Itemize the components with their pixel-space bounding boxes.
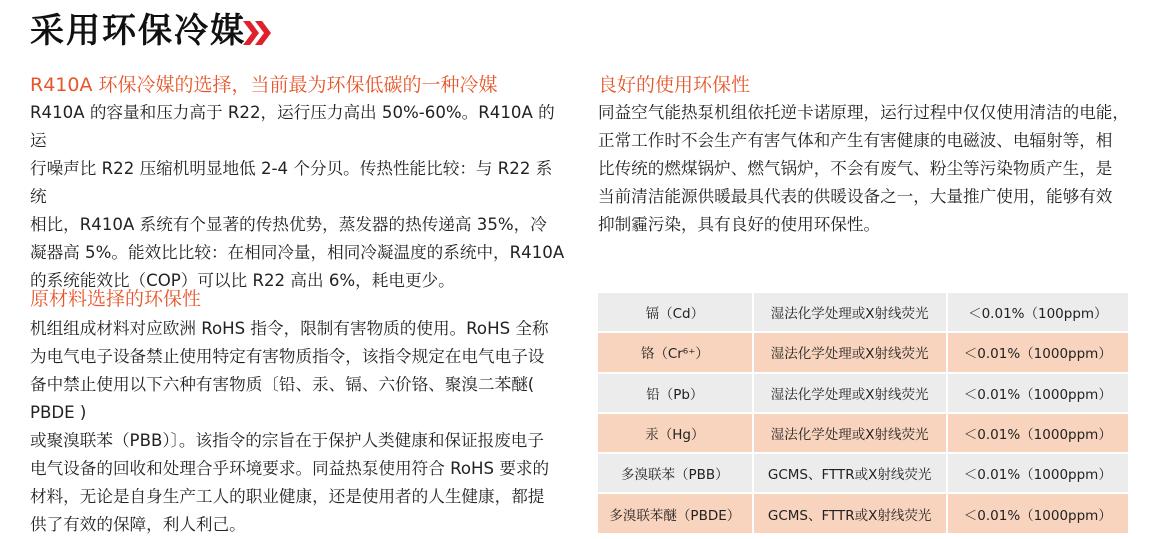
substance-cell: 镉（Cd） (598, 293, 753, 332)
table-row (598, 413, 1128, 453)
table-row (598, 373, 1128, 413)
table-row (598, 293, 1128, 332)
method-cell: 湿法化学处理或X射线荧光 (753, 373, 947, 413)
page-title: 采用环保冷媒 (30, 11, 246, 51)
refrigerant-section-text: R410A 的容量和压力高于 R22，运行压力高出 50%-60%。R410A 的运 行噪声比 R22 压缩机明显地低 2-4 个分贝。传热性能比较：与 R22 系统 相比，R410A 系统有个显著的传热优势，蒸发器的热传递高 35%，冷 凝器高 5%。能效比比较：在相同冷量，相同冷凝温度的系统中，R410A 的系统能效比（COP）可以比 R22 高出 6%，耗电更少。 (30, 103, 565, 290)
material-section-title: 原材料选择的环保性 (30, 288, 202, 310)
double-chevron-right-icon (243, 18, 273, 48)
method-cell: 湿法化学处理或X射线荧光 (753, 413, 947, 453)
method-cell: GCMS、FTTR或X射线荧光 (753, 453, 947, 493)
method-cell: 湿法化学处理或X射线荧光 (753, 332, 947, 372)
limit-cell: ＜0.01%（1000ppm） (947, 332, 1128, 372)
substance-cell: 铬（Cr⁶⁺） (598, 332, 753, 372)
limit-cell: ＜0.01%（1000ppm） (947, 493, 1128, 533)
limit-cell: ＜0.01%（1000ppm） (947, 453, 1128, 493)
hazardous-substance-table (598, 293, 1128, 535)
substance-cell: 多溴联苯醚（PBDE） (598, 493, 753, 533)
material-section-text: 机组组成材料对应欧洲 RoHS 指令，限制有害物质的使用。RoHS 全称 为电气电子设备禁止使用特定有害物质指令，该指令规定在电气电子设 备中禁止使用以下六种有害物质〔铅、汞、镉、六价铬、聚溴二苯醚( PBDE ) 或聚溴联苯（PBB）〕。该指令的宗旨在于保护人类健康和保证报废电子 电气设备的回收和处理合乎环境要求。同益热泵使用符合 RoHS 要求的 材料，无论是自身生产工人的职业健康，还是使用者的人生健康，都提 供了有效的保障，利人利己。 (30, 319, 550, 534)
method-cell: 湿法化学处理或X射线荧光 (753, 293, 947, 332)
limit-cell: ＜0.01%（1000ppm） (947, 413, 1128, 453)
method-cell: GCMS、FTTR或X射线荧光 (753, 493, 947, 533)
usage-section-text: 同益空气能热泵机组依托逆卡诺原理，运行过程中仅仅使用清洁的电能， 正常工作时不会生产有害气体和产生有害健康的电磁波、电辐射等，相 比传统的燃煤锅炉、燃气锅炉，不会有废气、粉尘等污染物质产生，是 当前清洁能源供暖最具代表的供暖设备之一，大量推广使用，能够有效 抑制霾污染，具有良好的使用环保性。 (598, 103, 1129, 234)
substance-cell: 多溴联苯（PBB） (598, 453, 753, 493)
table-row (598, 493, 1128, 533)
table-row (598, 332, 1128, 372)
limit-cell: ＜0.01%（100ppm） (947, 293, 1128, 332)
refrigerant-section-title: R410A 环保冷媒的选择，当前最为环保低碳的一种冷媒 (30, 74, 498, 96)
table-row (598, 453, 1128, 493)
limit-cell: ＜0.01%（1000ppm） (947, 373, 1128, 413)
substance-cell: 铅（Pb） (598, 373, 753, 413)
substance-cell: 汞（Hg） (598, 413, 753, 453)
usage-section-title: 良好的使用环保性 (598, 74, 751, 96)
